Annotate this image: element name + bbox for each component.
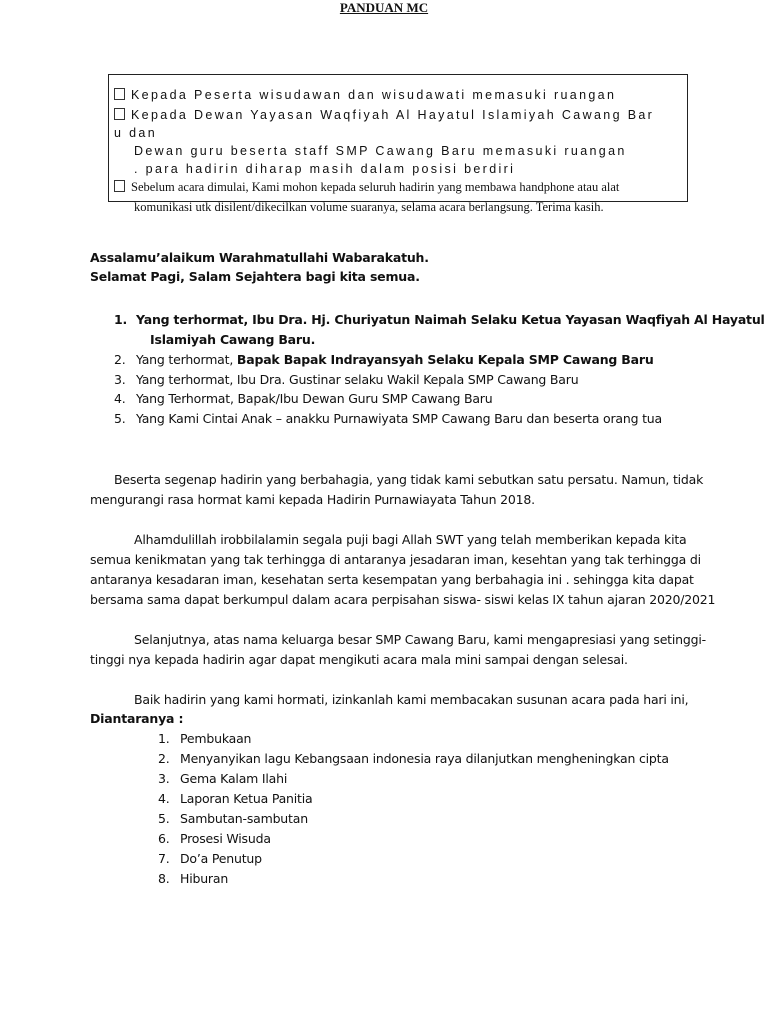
agenda-item — [158, 851, 262, 866]
paragraph-3-line-1: Selanjutnya, atas nama keluarga besar SMP Cawang Baru, kami mengapresiasi yang setinggi- — [134, 632, 706, 647]
greeting-line-1: Assalamu’alaikum Warahmatullahi Wabarakatuh. — [90, 250, 429, 265]
box-line-1-text: Kepada Peserta wisudawan dan wisudawati memasuki ruangan — [131, 88, 617, 102]
paragraph-2-line-3: antaranya kesadaran iman, kesehatan serta kesempatan yang berbahagia ini . sehingga kita dapat — [90, 572, 694, 587]
box-line-4: . para hadirin diharap masih dalam posisi berdiri — [134, 162, 516, 176]
paragraph-2-line-1: Alhamdulillah irobbilalamin segala puji bagi Allah SWT yang telah memberikan kepada kita — [134, 532, 687, 547]
agenda-num: 7. — [158, 851, 170, 866]
agenda-num: 5. — [158, 811, 170, 826]
agenda-item — [158, 791, 313, 806]
honorific-num: 5. — [114, 411, 126, 426]
paragraph-1-line-2: mengurangi rasa hormat kami kepada Hadirin Purnawiayata Tahun 2018. — [90, 492, 535, 507]
box-line-2-text: Kepada Dewan Yayasan Waqfiyah Al Hayatul Islamiyah Cawang Bar — [131, 108, 655, 122]
agenda-text: Menyanyikan lagu Kebangsaan indonesia raya dilanjutkan mengheningkan cipta — [180, 751, 669, 766]
agenda-item — [158, 871, 228, 886]
box-line-3: Dewan guru beserta staff SMP Cawang Baru memasuki ruangan — [134, 144, 627, 158]
box-line-6: komunikasi utk disilent/dikecilkan volume suaranya, selama acara berlangsung. Terima kasih. — [134, 200, 604, 214]
honorific-num: 4. — [114, 391, 126, 406]
box-line-2 — [114, 108, 654, 122]
agenda-text: Prosesi Wisuda — [180, 831, 271, 846]
honorific-5 — [114, 411, 662, 426]
paragraph-4-line-1: Baik hadirin yang kami hormati, izinkanlah kami membacakan susunan acara pada hari ini, — [134, 692, 689, 707]
honorific-1 — [114, 312, 765, 327]
greeting-line-2: Selamat Pagi, Salam Sejahtera bagi kita semua. — [90, 269, 420, 284]
checkbox-bullet-icon — [114, 180, 125, 192]
honorific-1-cont: Islamiyah Cawang Baru. — [150, 332, 316, 347]
agenda-item — [158, 811, 308, 826]
agenda-text: Laporan Ketua Panitia — [180, 791, 313, 806]
paragraph-2-line-4: bersama sama dapat berkumpul dalam acara perpisahan siswa- siswi kelas IX tahun ajaran 2020/2021 — [90, 592, 716, 607]
agenda-num: 4. — [158, 791, 170, 806]
honorific-text: Yang terhormat, Ibu Dra. Hj. Churiyatun Naimah Selaku Ketua Yayasan Waqfiyah Al Hayatul — [136, 312, 765, 327]
honorific-text: Yang Kami Cintai Anak – anakku Purnawiyata SMP Cawang Baru dan beserta orang tua — [136, 411, 662, 426]
agenda-text: Sambutan-sambutan — [180, 811, 308, 826]
agenda-item — [158, 751, 669, 766]
honorific-text: Yang Terhormat, Bapak/Ibu Dewan Guru SMP Cawang Baru — [136, 391, 493, 406]
honorific-3 — [114, 372, 578, 387]
document-title: PANDUAN MC — [339, 0, 429, 15]
paragraph-4-line-2: Diantaranya : — [90, 711, 184, 726]
paragraph-1-line-1: Beserta segenap hadirin yang berbahagia, yang tidak kami sebutkan satu persatu. Namun, tidak — [114, 472, 704, 487]
agenda-num: 1. — [158, 731, 170, 746]
box-line-5-text: Sebelum acara dimulai, Kami mohon kepada seluruh hadirin yang membawa handphone atau alat — [131, 180, 620, 194]
agenda-text: Pembukaan — [180, 731, 252, 746]
box-line-5 — [114, 180, 619, 195]
honorific-num: 2. — [114, 352, 126, 367]
paragraph-2-line-2: semua kenikmatan yang tak terhingga di antaranya jesadaran iman, kesehtan yang tak terhingga di — [90, 552, 701, 567]
honorific-4 — [114, 391, 492, 406]
agenda-item — [158, 771, 287, 786]
checkbox-bullet-icon — [114, 108, 125, 120]
box-line-2b: u dan — [114, 126, 158, 140]
paragraph-3-line-2: tinggi nya kepada hadirin agar dapat mengikuti acara mala mini sampai dengan selesai. — [90, 652, 628, 667]
honorific-text: Yang terhormat, — [136, 352, 237, 367]
agenda-text: Hiburan — [180, 871, 229, 886]
agenda-text: Do’a Penutup — [180, 851, 262, 866]
honorific-2 — [114, 352, 654, 367]
honorific-text: Yang terhormat, Ibu Dra. Gustinar selaku Wakil Kepala SMP Cawang Baru — [136, 372, 579, 387]
agenda-num: 6. — [158, 831, 170, 846]
agenda-num: 3. — [158, 771, 170, 786]
agenda-item — [158, 731, 251, 746]
honorific-num: 1. — [114, 312, 128, 327]
agenda-num: 8. — [158, 871, 170, 886]
checkbox-bullet-icon — [114, 88, 125, 100]
honorific-text-bold: Bapak Bapak Indrayansyah Selaku Kepala SMP Cawang Baru — [236, 352, 654, 367]
agenda-num: 2. — [158, 751, 170, 766]
honorific-num: 3. — [114, 372, 126, 387]
box-line-1 — [114, 88, 616, 102]
agenda-text: Gema Kalam Ilahi — [180, 771, 288, 786]
agenda-item — [158, 831, 271, 846]
